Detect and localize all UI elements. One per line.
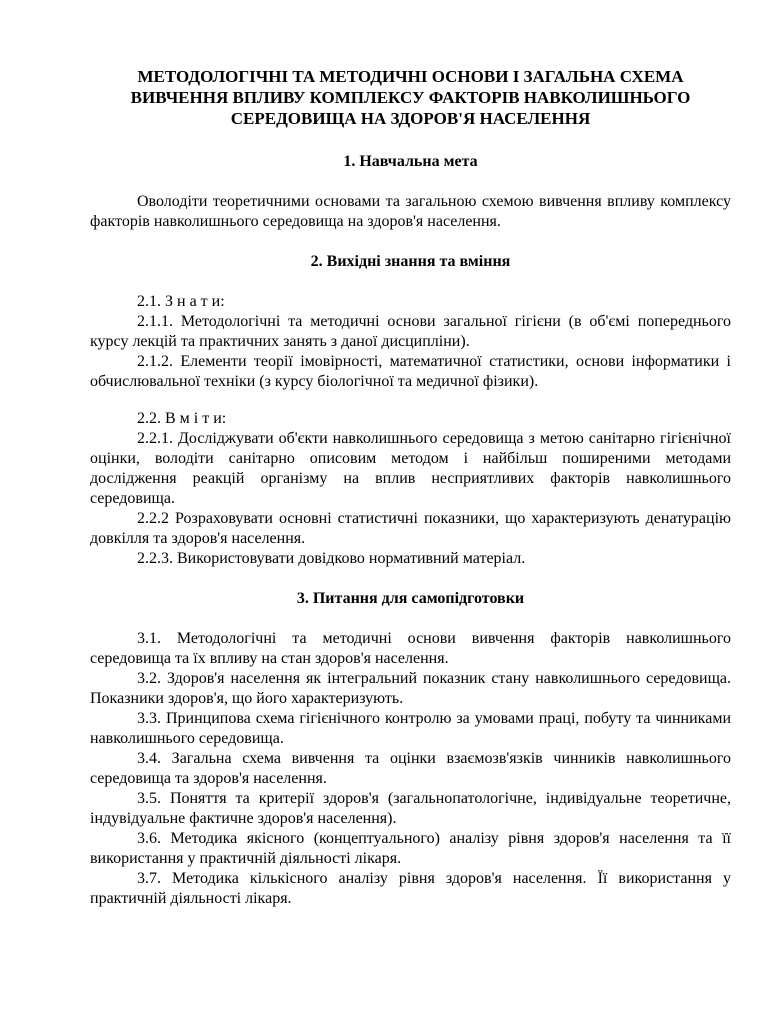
can-label: 2.2. В м і т и: [137,410,227,427]
document-title [90,66,731,129]
question-item: 3.6. Методика якісного (концептуального) аналізу рівня здоров'я населення та її використання у практичній діяльності лікаря. [90,830,731,867]
question-item: 3.5. Поняття та критерії здоров'я (загальнопатологічне, індивідуальне теоретичне, індувідуальне фактичне здоров'я населення). [90,790,731,827]
title-line-3: СЕРЕДОВИЩА НА ЗДОРОВ'Я НАСЕЛЕННЯ [230,109,591,128]
know-label: 2.1. З н а т и: [137,293,225,310]
know-item-1: 2.1.1. Методологічні та методичні основи загальної гігієни (в об'ємі попереднього курсу лекцій та практичних занять з даної дисципліни). [90,313,731,350]
title-line-1: МЕТОДОЛОГІЧНІ ТА МЕТОДИЧНІ ОСНОВИ І ЗАГАЛЬНА СХЕМА [137,67,684,86]
question-item: 3.7. Методика кількісного аналізу рівня здоров'я населення. Її використання у практичній діяльності лікаря. [90,870,731,907]
section-2-heading: 2. Вихідні знання та вміння [310,253,511,270]
document-page [90,66,731,909]
question-item: 3.3. Принципова схема гігієнічного контролю за умовами праці, побуту та чинниками навколишнього середовища. [90,710,731,747]
question-item: 3.2. Здоров'я населення як інтегральний показник стану навколишнього середовища. Показники здоров'я, що його характеризують. [90,670,731,707]
section-1-heading: 1. Навчальна мета [343,153,478,170]
can-item-1: 2.2.1. Досліджувати об'єкти навколишнього середовища з метою санітарно гігієнічної оцінки, володіти санітарно описовим методом і найбільш поширеними методами дослідження реакцій організму на вплив несприятливих факторів навколишнього середовища. [90,430,731,507]
can-item-3: 2.2.3. Використовувати довідково нормативний матеріал. [137,550,526,567]
section-1-text: Оволодіти теоретичними основами та загальною схемою вивчення впливу комплексу факторів навколишнього середовища на здоров'я населення. [90,193,731,230]
can-item-2: 2.2.2 Розраховувати основні статистичні показники, що характеризують денатурацію довкілля та здоров'я населення. [90,510,731,547]
title-line-2: ВИВЧЕННЯ ВПЛИВУ КОМПЛЕКСУ ФАКТОРІВ НАВКОЛИШНЬОГО [130,88,691,107]
question-item: 3.1. Методологічні та методичні основи вивчення факторів навколишнього середовища та їх впливу на стан здоров'я населення. [90,630,731,667]
section-3-heading: 3. Питання для самопідготовки [296,590,525,607]
question-item: 3.4. Загальна схема вивчення та оцінки взаємозв'язків чинників навколишнього середовища та здоров'я населення. [90,750,731,787]
know-item-2: 2.1.2. Елементи теорії імовірності, математичної статистики, основи інформатики і обчислювальної техніки (з курсу біологічної та медичної фізики). [90,353,731,390]
